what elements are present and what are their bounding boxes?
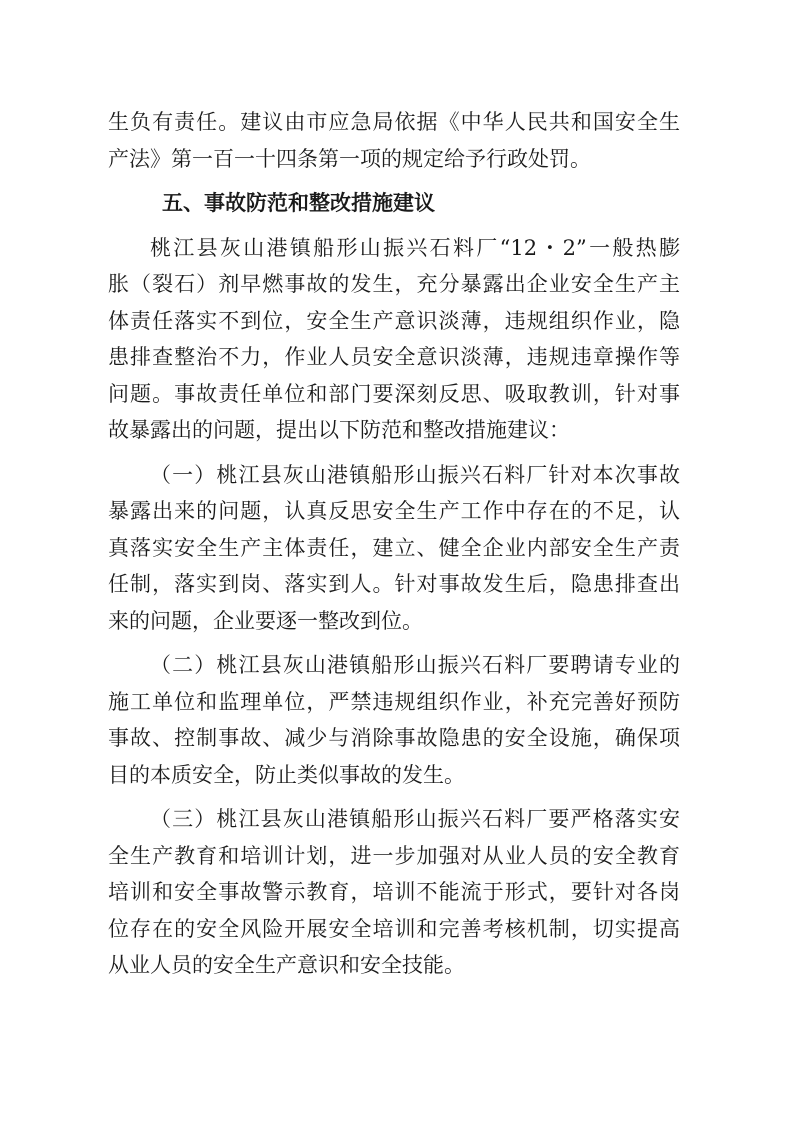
document-body	[108, 104, 680, 984]
text-line: 暴露出来的问题，认真反思安全生产工作中存在的不足，认	[108, 499, 680, 523]
text-line: 故暴露出的问题，提出以下防范和整改措施建议：	[108, 418, 570, 442]
text-line: 目的本质安全，防止类似事故的发生。	[108, 762, 465, 787]
text-line: 来的问题，企业要逐一整改到位。	[108, 608, 423, 633]
text-line: （三）桃江县灰山港镇船形山振兴石料厂要严格落实安	[150, 807, 680, 831]
text-line: 胀（裂石）剂早燃事故的发生，充分暴露出企业安全生产主	[108, 272, 680, 296]
paragraph-measure-2	[108, 647, 680, 793]
text-line: 问题。事故责任单位和部门要深刻反思、吸取教训，针对事	[108, 381, 680, 406]
paragraph-measure-3	[108, 801, 680, 984]
text-line: （一）桃江县灰山港镇船形山振兴石料厂针对本次事故	[150, 462, 680, 487]
text-line: 施工单位和监理单位，严禁违规组织作业，补充完善好预防	[108, 689, 680, 714]
text-line: 产法》第一百一十四条第一项的规定给予行政处罚。	[108, 146, 591, 171]
paragraph-accident-summary	[108, 230, 680, 449]
text-line: 全生产教育和培训计划，进一步加强对从业人员的安全教育	[108, 843, 680, 868]
text-line: 体责任落实不到位，安全生产意识淡薄，违规组织作业，隐	[108, 308, 680, 333]
text-line: 培训和安全事故警示教育，培训不能流于形式，要针对各岗	[108, 880, 680, 904]
paragraph-penalty-recommendation	[108, 104, 680, 177]
text-line: 真落实安全生产主体责任，建立、健全企业内部安全生产责	[108, 535, 680, 560]
text-line: 患排查整治不力，作业人员安全意识淡薄，违规违章操作等	[108, 345, 680, 369]
text-line: （二）桃江县灰山港镇船形山振兴石料厂要聘请专业的	[150, 653, 680, 677]
text-line: 生负有责任。建议由市应急局依据《中华人民共和国安全生	[108, 110, 680, 134]
text-line: 位存在的安全风险开展安全培训和完善考核机制，切实提高	[108, 916, 680, 941]
paragraph-measure-1	[108, 457, 680, 640]
text-line: 从业人员的安全生产意识和安全技能。	[108, 953, 465, 977]
section-heading: 五、事故防范和整改措施建议	[162, 191, 435, 215]
text-line: 桃江县灰山港镇船形山振兴石料厂“12・2”一般热膨	[150, 235, 680, 260]
text-line: 任制，落实到岗、落实到人。针对事故发生后，隐患排查出	[108, 572, 680, 596]
text-line: 事故、控制事故、减少与消除事故隐患的安全设施，确保项	[108, 726, 680, 750]
